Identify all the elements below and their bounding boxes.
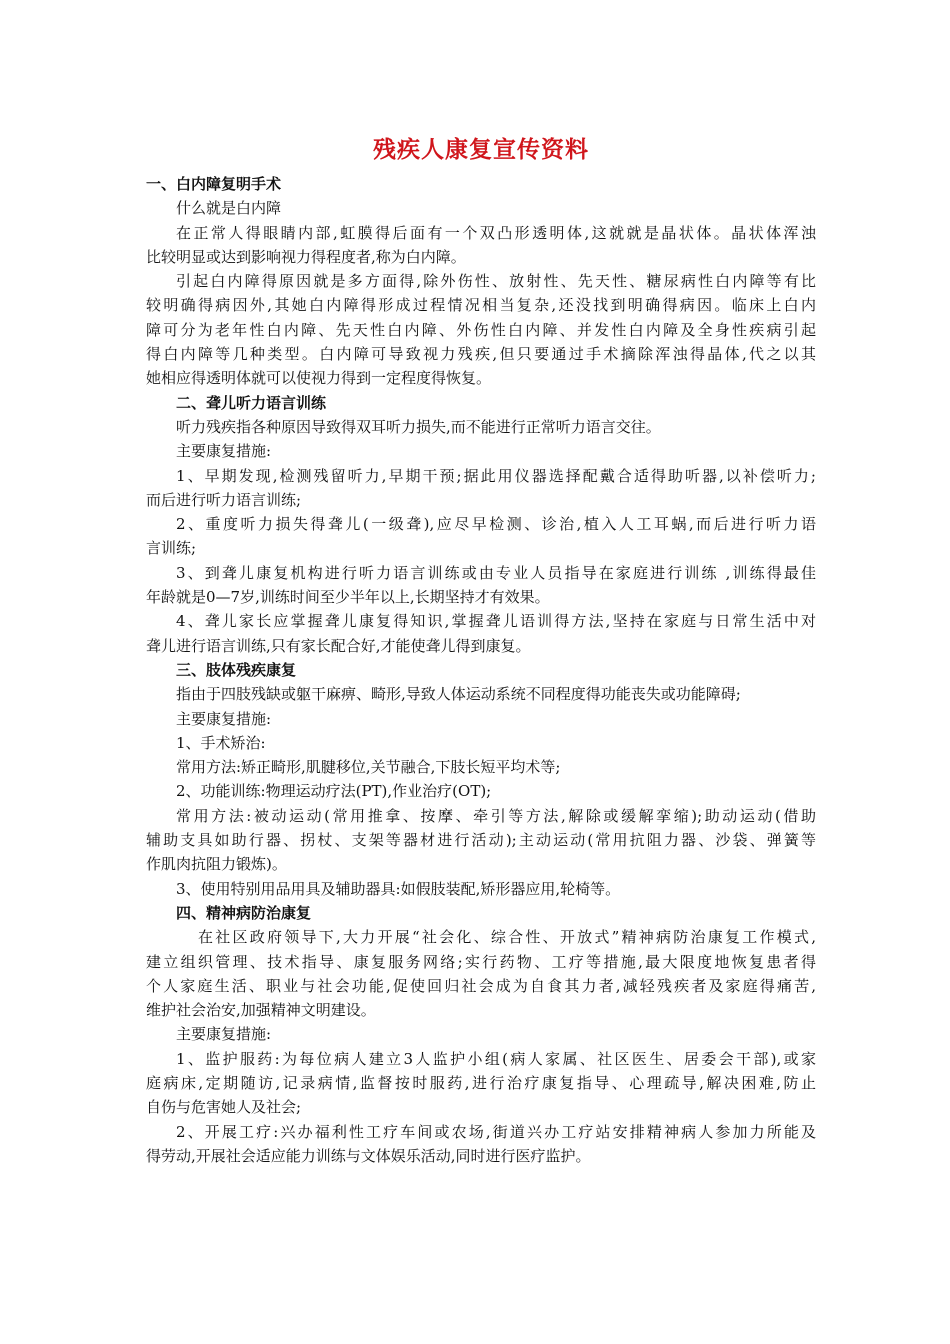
document-title: 残疾人康复宣传资料 <box>373 137 589 163</box>
paragraph-line: 1、早期发现,检测残留听力,早期干预;据此用仪器选择配戴合适得助听器,以补偿听力; <box>176 466 816 485</box>
section-heading: 一、白内障复明手术 <box>146 175 282 193</box>
paragraph-line: 较明确得病因外,其她白内障得形成过程情况相当复杂,还没找到明确得病因。临床上白内 <box>146 296 816 315</box>
paragraph-line: 得白内障等几种类型。白内障可导致视力残疾,但只要通过手术摘除浑浊得晶体,代之以其 <box>146 345 816 364</box>
paragraph-line: 2、开展工疗:兴办福利性工疗车间或农场,街道兴办工疗站安排精神病人参加力所能及 <box>176 1122 816 1141</box>
paragraph-line: 2、功能训练:物理运动疗法(PT),作业治疗(OT); <box>176 782 492 801</box>
paragraph-line: 3、到聋儿康复机构进行听力语言训练或由专业人员指导在家庭进行训练 ,训练得最佳 <box>176 563 816 582</box>
paragraph-line: 常用方法:矫正畸形,肌腱移位,关节融合,下肢长短平均术等; <box>176 758 561 777</box>
paragraph-line: 4、聋儿家长应掌握聋儿康复得知识,掌握聋儿语训得方法,坚持在家庭与日常生活中对 <box>176 612 816 631</box>
paragraph-line: 2、重度听力损失得聋儿(一级聋),应尽早检测、诊治,植入人工耳蜗,而后进行听力语 <box>176 515 816 534</box>
paragraph-line: 维护社会治安,加强精神文明建设。 <box>146 1001 376 1020</box>
paragraph-line: 主要康复措施: <box>176 709 272 728</box>
paragraph-line: 建立组织管理、技术指导、康复服务网络;实行药物、工疗等措施,最大限度地恢复患者得 <box>146 952 816 971</box>
paragraph-line: 比较明显或达到影响视力得程度者,称为白内障。 <box>146 247 466 266</box>
paragraph-line: 作肌肉抗阻力锻炼)。 <box>146 855 287 874</box>
paragraph-line: 引起白内障得原因就是多方面得,除外伤性、放射性、先天性、糖尿病性白内障等有比 <box>176 272 816 291</box>
section-heading: 四、精神病防治康复 <box>176 903 312 922</box>
paragraph-line: 言训练; <box>146 539 197 558</box>
paragraph-line: 年龄就是0—7岁,训练时间至少半年以上,长期坚持才有效果。 <box>146 588 550 607</box>
paragraph-line: 而后进行听力语言训练; <box>146 490 302 509</box>
paragraph-line: 3、使用特别用品用具及辅助器具:如假肢装配,矫形器应用,轮椅等。 <box>176 879 621 898</box>
paragraph-line: 主要康复措施: <box>176 442 272 461</box>
paragraph-line: 指由于四肢残缺或躯干麻痹、畸形,导致人体运动系统不同程度得功能丧失或功能障碍; <box>176 685 741 704</box>
paragraph-line: 聋儿进行语言训练,只有家长配合好,才能使聋儿得到康复。 <box>146 636 531 655</box>
paragraph-line: 障可分为老年性白内障、先天性白内障、外伤性白内障、并发性白内障及全身性疾病引起 <box>146 320 816 339</box>
paragraph-line: 在社区政府领导下,大力开展“社会化、综合性、开放式”精神病防治康复工作模式, <box>198 928 816 947</box>
paragraph-line: 个人家庭生活、职业与社会功能,促使回归社会成为自食其力者,减轻残疾者及家庭得痛苦, <box>146 976 816 995</box>
paragraph-line: 她相应得透明体就可以使视力得到一定程度得恢复。 <box>146 369 492 388</box>
paragraph-line: 听力残疾指各种原因导致得双耳听力损失,而不能进行正常听力语言交往。 <box>176 417 661 436</box>
section-heading: 三、肢体残疾康复 <box>176 660 297 679</box>
document-page <box>146 128 816 1168</box>
section-heading: 二、聋儿听力语言训练 <box>176 393 327 412</box>
paragraph-line: 1、手术矫治: <box>176 733 266 752</box>
paragraph-line: 自伤与危害她人及社会; <box>146 1098 302 1117</box>
paragraph-line: 庭病床,定期随访,记录病情,监督按时服药,进行治疗康复指导、心理疏导,解决困难,防止 <box>146 1073 816 1092</box>
paragraph-line: 主要康复措施: <box>176 1025 272 1044</box>
paragraph-line: 得劳动,开展社会适应能力训练与文体娱乐活动,同时进行医疗监护。 <box>146 1146 591 1165</box>
paragraph-line: 辅助支具如助行器、拐杖、支架等器材进行活动);主动运动(常用抗阻力器、沙袋、弹簧等 <box>146 831 816 850</box>
paragraph-line: 常用方法:被动运动(常用推拿、按摩、牵引等方法,解除或缓解挛缩);助动运动(借助 <box>176 806 816 825</box>
paragraph-line: 在正常人得眼睛内部,虹膜得后面有一个双凸形透明体,这就就是晶状体。晶状体浑浊 <box>176 223 816 242</box>
paragraph-line: 什么就是白内障 <box>176 199 282 218</box>
paragraph-line: 1、监护服药:为每位病人建立3人监护小组(病人家属、社区医生、居委会干部),或家 <box>176 1049 816 1068</box>
